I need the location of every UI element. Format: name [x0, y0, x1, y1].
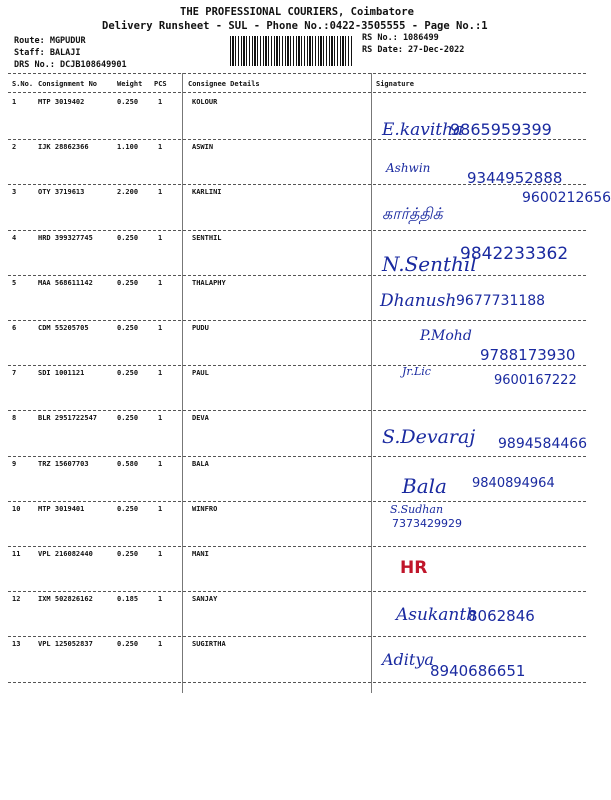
row-consignment-no: CDM 55205705 [38, 324, 89, 332]
row-pcs: 1 [158, 459, 163, 468]
column-consignee: Consignee Details [188, 80, 260, 88]
row-consignment-no: MAA 568611142 [38, 278, 93, 287]
row-consignee-name: BALA [192, 459, 209, 468]
row-divider [8, 365, 586, 366]
row-consignee-name: KOLOUR [192, 98, 218, 106]
row-signature-phone: 8940686651 [430, 662, 526, 681]
row-consignment-no: MTP 3019402 [38, 98, 85, 106]
barcode-image [230, 36, 352, 66]
row-consignment-no: VPL 125052837 [38, 640, 93, 649]
row-signature: S.Devaraj [382, 426, 476, 449]
column-weight: Weight [117, 80, 143, 88]
row-sno: 5 [12, 278, 17, 287]
row-pcs: 1 [158, 143, 163, 152]
row-pcs: 1 [158, 414, 163, 423]
row-pcs: 1 [158, 278, 163, 287]
row-consignee-name: MANI [192, 550, 209, 558]
row-consignment-no: OTY 3719613 [38, 188, 85, 197]
row-weight: 0.250 [117, 278, 139, 287]
row-consignment-no: IXM 502826162 [38, 595, 93, 604]
row-pcs: 1 [158, 504, 163, 513]
row-weight: 0.250 [117, 504, 139, 513]
row-weight: 0.185 [117, 595, 139, 604]
row-signature-phone: 9344952888 [467, 169, 563, 188]
route-label: Route: MGPUDUR [14, 36, 86, 46]
row-signature-phone: 9840894964 [472, 475, 555, 491]
row-sno: 6 [12, 324, 17, 332]
row-signature: S.Sudhan [390, 502, 444, 516]
row-signature: Dhanush [380, 290, 457, 311]
row-divider [8, 501, 586, 502]
row-signature-phone: 9788173930 [480, 346, 576, 364]
row-consignee-name: SUGIRTHA [192, 640, 226, 649]
row-pcs: 1 [158, 188, 163, 197]
row-divider [8, 546, 586, 547]
row-pcs: 1 [158, 233, 163, 242]
column-divider [182, 73, 183, 693]
row-signature-phone: 7373429929 [392, 516, 462, 530]
row-signature: Asukanth [396, 605, 478, 626]
row-signature: HR [400, 558, 428, 578]
row-weight: 0.250 [117, 324, 139, 332]
row-divider [8, 184, 586, 185]
row-pcs: 1 [158, 595, 163, 604]
row-signature: Ashwin [386, 161, 431, 176]
row-divider [8, 320, 586, 321]
row-weight: 0.250 [117, 414, 139, 423]
row-consignee-name: KARLINI [192, 188, 222, 197]
column-consignment: Consignment No [38, 80, 98, 88]
row-consignment-no: IJK 28862366 [38, 143, 89, 152]
row-signature-phone: 9842233362 [460, 243, 569, 264]
column-sno: S.No. [12, 80, 34, 88]
row-consignment-no: TRZ 15607703 [38, 459, 89, 468]
row-consignee-name: SENTHIL [192, 233, 222, 242]
drs-number: DRS No.: DCJB108649901 [14, 60, 127, 70]
row-signature-phone: 9894584466 [498, 436, 588, 453]
row-sno: 3 [12, 188, 17, 197]
row-consignee-name: DEVA [192, 414, 209, 423]
row-sno: 11 [12, 550, 21, 558]
company-title: THE PROFESSIONAL COURIERS, Coimbatore [180, 6, 414, 18]
row-weight: 0.250 [117, 640, 139, 649]
row-divider [8, 682, 586, 683]
row-consignee-name: THALAPHY [192, 278, 226, 287]
row-sno: 2 [12, 143, 17, 152]
row-sno: 4 [12, 233, 17, 242]
row-consignee-name: SANJAY [192, 595, 218, 604]
row-pcs: 1 [158, 369, 163, 378]
row-divider [8, 139, 586, 140]
row-divider [8, 636, 586, 637]
header-bottom-divider [8, 92, 586, 93]
row-pcs: 1 [158, 98, 163, 106]
row-weight: 0.250 [117, 98, 139, 106]
row-signature: கார்த்திக் [382, 204, 443, 224]
row-sno: 1 [12, 98, 17, 106]
row-divider [8, 275, 586, 276]
row-weight: 1.100 [117, 143, 139, 152]
row-signature-phone: 8062846 [468, 607, 535, 626]
row-consignment-no: VPL 216082440 [38, 550, 93, 558]
row-signature: N.Senthil [382, 251, 477, 276]
column-signature: Signature [376, 80, 414, 88]
staff-label: Staff: BALAJI [14, 48, 81, 58]
row-signature-phone: 9600167222 [494, 373, 577, 389]
row-consignee-name: WINFRO [192, 504, 218, 513]
row-signature: Aditya [382, 650, 434, 670]
column-divider [371, 73, 372, 693]
row-consignee-name: ASWIN [192, 143, 214, 152]
row-signature-phone: 9865959399 [450, 120, 552, 139]
row-sno: 13 [12, 640, 21, 649]
row-signature-phone: 9677731188 [456, 292, 546, 309]
row-divider [8, 230, 586, 231]
row-divider [8, 456, 586, 457]
row-signature: E.kavitha [382, 120, 464, 140]
row-divider [8, 591, 586, 592]
row-sno: 10 [12, 504, 21, 513]
row-weight: 0.250 [117, 369, 139, 378]
row-sno: 7 [12, 369, 17, 378]
row-signature-phone: 9600212656 [522, 190, 611, 207]
row-signature: Bala [402, 473, 447, 498]
row-weight: 0.580 [117, 459, 139, 468]
row-weight: 0.250 [117, 550, 139, 558]
row-divider [8, 410, 586, 411]
row-consignment-no: HRD 399327745 [38, 233, 93, 242]
row-weight: 2.200 [117, 188, 139, 197]
row-consignment-no: BLR 2951722547 [38, 414, 98, 423]
row-signature: P.Mohd [420, 328, 472, 344]
row-pcs: 1 [158, 640, 163, 649]
header-top-divider [8, 73, 586, 74]
rs-date: RS Date: 27-Dec-2022 [362, 45, 465, 55]
row-consignee-name: PAUL [192, 369, 209, 378]
rs-number: RS No.: 1086499 [362, 33, 439, 43]
row-consignment-no: SDI 1001121 [38, 369, 85, 378]
row-pcs: 1 [158, 550, 163, 558]
row-sno: 12 [12, 595, 21, 604]
column-pcs: PCS [154, 80, 167, 88]
row-pcs: 1 [158, 324, 163, 332]
row-sno: 8 [12, 414, 17, 423]
row-weight: 0.250 [117, 233, 139, 242]
row-consignment-no: MTP 3019401 [38, 504, 85, 513]
runsheet-title: Delivery Runsheet - SUL - Phone No.:0422-3505555 - Page No.:1 [102, 20, 488, 32]
row-consignee-name: PUDU [192, 324, 209, 332]
row-signature: Jr.Lic [402, 365, 431, 379]
row-sno: 9 [12, 459, 17, 468]
